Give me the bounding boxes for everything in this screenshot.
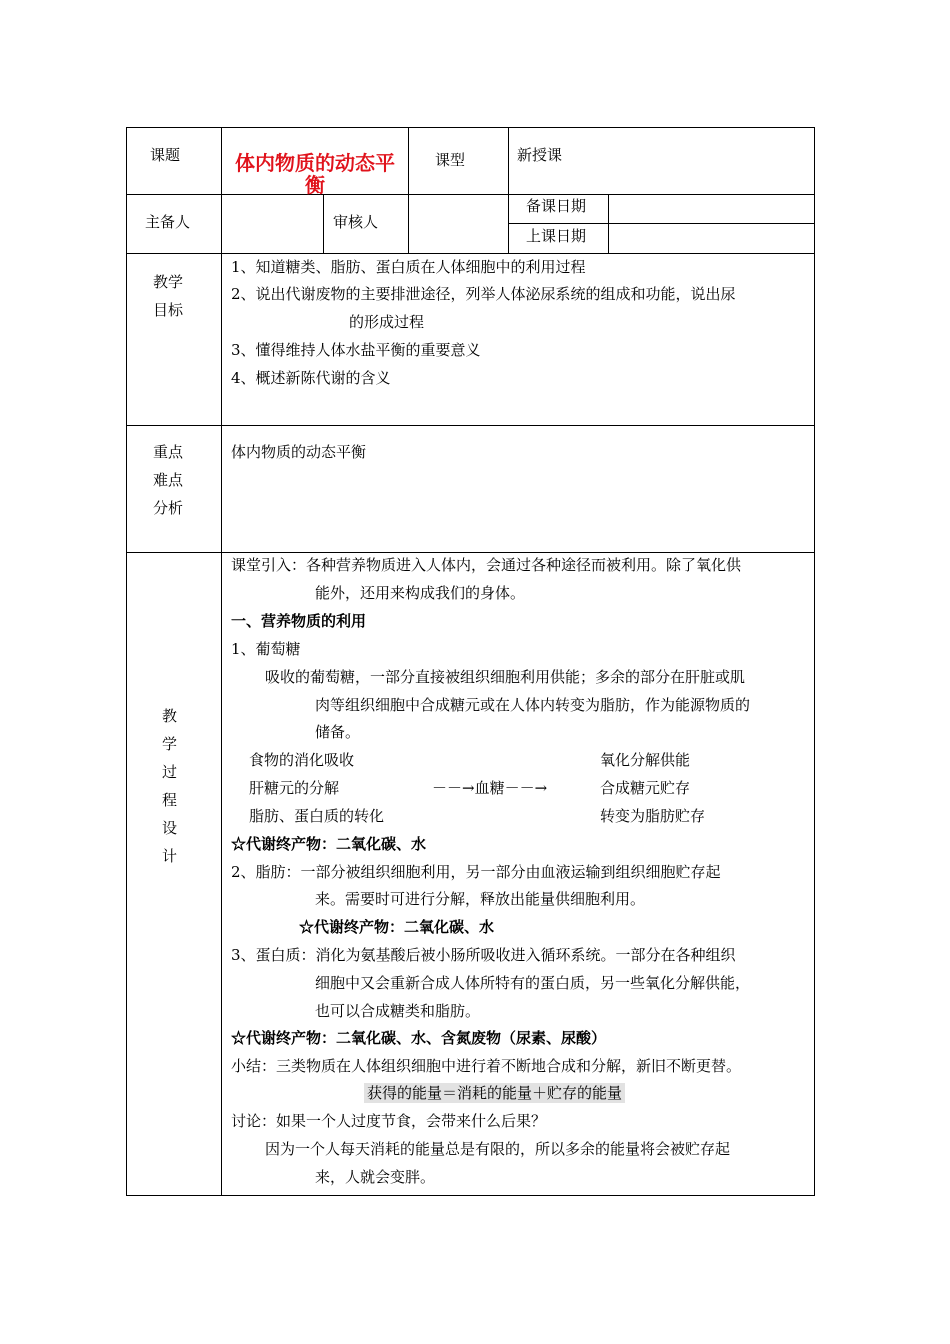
objective-item: 3、懂得维持人体水盐平衡的重要意义 (231, 341, 481, 359)
process-label-char: 教 (162, 707, 178, 725)
col-divider-reviewer (323, 194, 324, 254)
glucose-title: 1、葡萄糖 (231, 640, 301, 658)
col-divider-type (508, 127, 509, 254)
energy-formula: 获得的能量＝消耗的能量＋贮存的能量 (364, 1083, 625, 1103)
col-divider-date-value (608, 194, 609, 254)
table-border-right (814, 127, 815, 1196)
diagram-destination: 合成糖元贮存 (600, 779, 691, 797)
topic-label: 课题 (150, 146, 181, 164)
process-label-char: 计 (162, 847, 178, 865)
table-border-bottom (126, 1195, 815, 1196)
diagram-destination: 氧化分解供能 (600, 751, 691, 769)
objectives-label-2: 目标 (153, 301, 184, 319)
fat-text: 2、脂肪：一部分被组织细胞利用，另一部分由血液运输到组织细胞贮存起 (231, 863, 721, 881)
diagram-center-blood-sugar: －－→血糖－－→ (432, 779, 548, 797)
row-divider-date (508, 223, 815, 224)
col-divider-label (221, 127, 222, 1196)
process-label-char: 程 (162, 791, 178, 809)
end-products: ☆代谢终产物：二氧化碳、水 (231, 835, 427, 853)
class-date-label: 上课日期 (526, 227, 587, 245)
fat-text: 来。需要时可进行分解，释放出能量供细胞利用。 (315, 890, 646, 908)
process-label-char: 设 (162, 819, 178, 837)
summary-text: 小结：三类物质在人体组织细胞中进行着不断地合成和分解，新旧不断更替。 (231, 1057, 742, 1075)
table-border-left (126, 127, 127, 1196)
end-products: ☆代谢终产物：二氧化碳、水 (299, 918, 495, 936)
protein-text: 也可以合成糖类和脂肪。 (315, 1002, 481, 1020)
diagram-source: 脂肪、蛋白质的转化 (249, 807, 385, 825)
preparer-label: 主备人 (145, 213, 191, 231)
key-points-label-2: 难点 (153, 471, 184, 489)
objective-item: 1、知道糖类、脂肪、蛋白质在人体细胞中的利用过程 (231, 258, 586, 276)
objective-item: 4、概述新陈代谢的含义 (231, 369, 391, 387)
objective-item: 的形成过程 (349, 313, 425, 331)
row-divider-3 (126, 425, 815, 426)
prep-date-label: 备课日期 (526, 197, 587, 215)
type-value: 新授课 (517, 146, 563, 164)
reviewer-label: 审核人 (333, 213, 379, 231)
key-points-content: 体内物质的动态平衡 (231, 443, 367, 461)
topic-title: 体内物质的动态平衡 (235, 151, 395, 197)
diagram-source: 肝糖元的分解 (249, 779, 340, 797)
intro-text-cont: 能外，还用来构成我们的身体。 (315, 584, 526, 602)
protein-text: 3、蛋白质：消化为氨基酸后被小肠所吸收进入循环系统。一部分在各种组织 (231, 946, 736, 964)
row-divider-4 (126, 552, 815, 553)
table-border-top (126, 127, 815, 128)
discussion-question: 讨论：如果一个人过度节食，会带来什么后果？ (231, 1112, 547, 1130)
section-heading: 一、营养物质的利用 (231, 612, 367, 630)
end-products: ☆代谢终产物：二氧化碳、水、含氮废物（尿素、尿酸） (231, 1029, 607, 1047)
protein-text: 细胞中又会重新合成人体所特有的蛋白质，另一些氧化分解供能， (315, 974, 751, 992)
type-label: 课型 (435, 151, 466, 169)
process-label-char: 过 (162, 763, 178, 781)
diagram-destination: 转变为脂肪贮存 (600, 807, 706, 825)
col-divider-title (408, 127, 409, 254)
key-points-label-3: 分析 (153, 499, 184, 517)
glucose-text: 储备。 (315, 723, 361, 741)
discussion-answer: 因为一个人每天消耗的能量总是有限的，所以多余的能量将会被贮存起 (265, 1140, 731, 1158)
glucose-text: 吸收的葡萄糖，一部分直接被组织细胞利用供能；多余的部分在肝脏或肌 (265, 668, 746, 686)
key-points-label: 重点 (153, 443, 184, 461)
discussion-answer: 来，人就会变胖。 (315, 1168, 436, 1186)
objective-item: 2、说出代谢废物的主要排泄途径，列举人体泌尿系统的组成和功能，说出尿 (231, 285, 736, 303)
process-label-char: 学 (162, 735, 178, 753)
objectives-label: 教学 (153, 273, 184, 291)
glucose-text: 肉等组织细胞中合成糖元或在人体内转变为脂肪，作为能源物质的 (315, 696, 751, 714)
row-divider-2 (126, 253, 815, 254)
diagram-source: 食物的消化吸收 (249, 751, 355, 769)
intro-text: 课堂引入：各种营养物质进入人体内，会通过各种途径而被利用。除了氧化供 (231, 556, 742, 574)
